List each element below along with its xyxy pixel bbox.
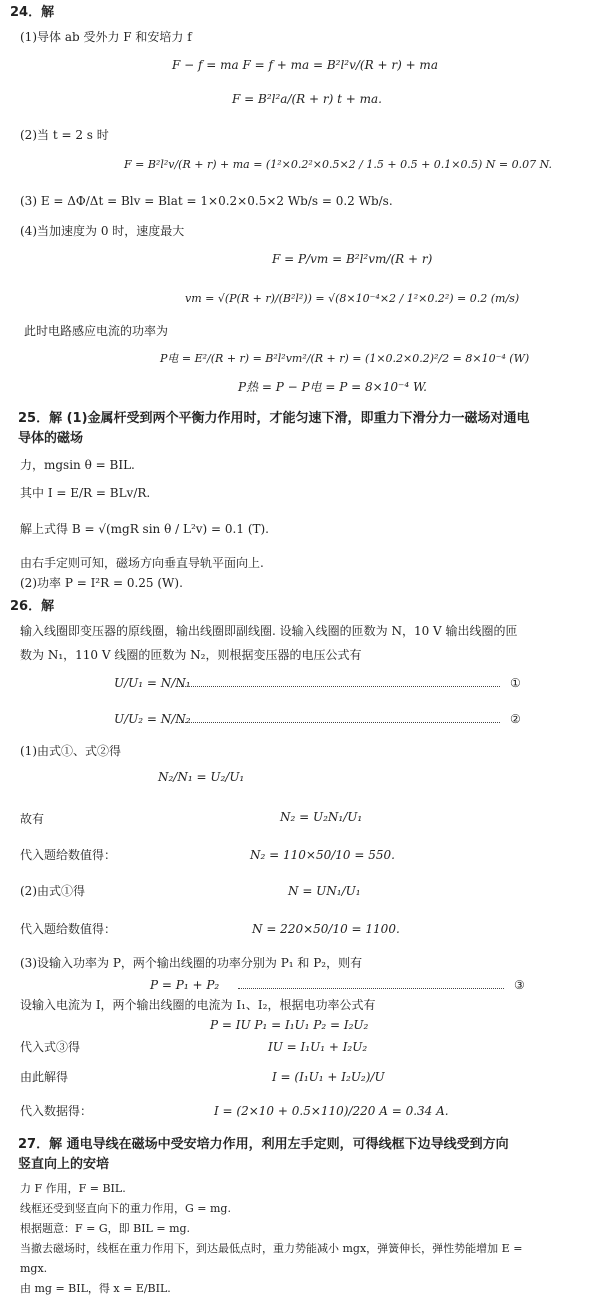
dotted-leader: [238, 988, 504, 989]
q26-line6: (2)由式①得: [20, 884, 85, 898]
q24-heading: 24．解: [10, 5, 55, 20]
q25-heading: 25．解 (1)金属杆受到两个平衡力作用时，才能匀速下滑，即重力下滑分力一磁场对通电: [18, 411, 530, 426]
q24-part2: (2)当 t = 2 s 时: [20, 128, 109, 142]
q27-line5: mgx.: [20, 1262, 48, 1275]
q26-line11: 由此解得: [20, 1070, 69, 1084]
q26-line3: (1)由式①、式②得: [20, 744, 121, 758]
q24-eq7: P热 = P − P电 = P = 8×10⁻⁴ W.: [238, 380, 428, 394]
q24-eq5: vm = √(P(R + r)/(B²l²)) = √(8×10⁻⁴×2 / 1²×0.2²) = 0.2 (m/s): [185, 292, 520, 305]
q26-line7: 代入题给数值得：: [20, 922, 117, 936]
q27-heading: 27．解 通电导线在磁场中受安培力作用，利用左手定则，可得线框下边导线受到方向: [18, 1137, 509, 1152]
q26-formula5: N₂ = 110×50/10 = 550.: [250, 848, 395, 862]
dotted-leader: [176, 722, 500, 723]
q26-formula11: I = (I₁U₁ + I₂U₂)/U: [272, 1070, 385, 1084]
q27-heading-cont: 竖直向上的安培: [18, 1157, 110, 1172]
q26-formula4: N₂ = U₂N₁/U₁: [280, 810, 363, 824]
q24-eq1: F − f = ma F = f + ma = B²l²v/(R + r) + ma: [172, 58, 438, 72]
q24-eq2: F = B²l²a/(R + r) t + ma.: [232, 92, 382, 106]
q26-formula6: N = UN₁/U₁: [288, 884, 361, 898]
q26-line1: 输入线圈即变压器的原线圈，输出线圈即副线圈. 设输入线圈的匝数为 N，10 V 输出线圈的匝: [20, 624, 518, 638]
q27-line2: 线框还受到竖直向下的重力作用，G = mg.: [20, 1202, 231, 1215]
q26-formula10: IU = I₁U₁ + I₂U₂: [268, 1040, 368, 1054]
q26-formula2: U/U₂ = N/N₂: [114, 712, 191, 726]
q24-eq3: F = B²l²v/(R + r) + ma = (1²×0.2²×0.5×2 / 1.5 + 0.5 + 0.1×0.5) N = 0.07 N.: [124, 158, 553, 171]
q26-line5: 代入题给数值得：: [20, 848, 117, 862]
q24-part3: (3) E = ΔΦ/Δt = Blv = Blat = 1×0.2×0.5×2 Wb/s = 0.2 Wb/s.: [20, 194, 393, 208]
q26-eq-number1: ①: [510, 676, 521, 690]
q27-line6: 由 mg = BIL，得 x = E/BIL.: [20, 1282, 171, 1295]
q26-line2: 数为 N₁，110 V 线圈的匝数为 N₂，则根据变压器的电压公式有: [20, 648, 362, 662]
q26-formula7: N = 220×50/10 = 1100.: [252, 922, 400, 936]
q26-formula1: U/U₁ = N/N₁: [114, 676, 191, 690]
q25-line1: 力，mgsin θ = BIL.: [20, 458, 135, 472]
q26-formula12: I = (2×10 + 0.5×110)/220 A = 0.34 A.: [214, 1104, 449, 1118]
q24-part5: 此时电路感应电流的功率为: [24, 324, 169, 338]
q25-heading-cont: 导体的磁场: [18, 431, 84, 446]
q24-part4: (4)当加速度为 0 时，速度最大: [20, 224, 185, 238]
q25-line5: (2)功率 P = I²R = 0.25 (W).: [20, 576, 183, 590]
q26-line4: 故有: [20, 812, 45, 826]
q25-line4: 由右手定则可知，磁场方向垂直导轨平面向上.: [20, 556, 264, 570]
q26-line9: 设输入电流为 I，两个输出线圈的电流为 I₁、I₂，根据电功率公式有: [20, 998, 376, 1012]
q24-eq6: P电 = E²/(R + r) = B²l²vm²/(R + r) = (1×0.2×0.2)²/2 = 8×10⁻⁴ (W): [160, 352, 530, 365]
q26-formula9: P = IU P₁ = I₁U₁ P₂ = I₂U₂: [210, 1018, 369, 1032]
q25-line3: 解上式得 B = √(mgR sin θ / L²v) = 0.1 (T).: [20, 522, 269, 536]
q25-line2: 其中 I = E/R = BLv/R.: [20, 486, 151, 500]
q26-formula3: N₂/N₁ = U₂/U₁: [158, 770, 245, 784]
q26-eq-number2: ②: [510, 712, 521, 726]
dotted-leader: [176, 686, 500, 687]
q26-eq-number3: ③: [514, 978, 525, 992]
q26-line10: 代入式③得: [20, 1040, 81, 1054]
q24-eq4: F = P/vm = B²l²vm/(R + r): [272, 252, 433, 266]
q26-line12: 代入数据得：: [20, 1104, 93, 1118]
q27-line3: 根据题意：F = G，即 BIL = mg.: [20, 1222, 191, 1235]
q26-formula8: P = P₁ + P₂: [150, 978, 220, 992]
q26-heading: 26．解: [10, 599, 55, 614]
q26-line8: (3)设输入功率为 P，两个输出线圈的功率分别为 P₁ 和 P₂，则有: [20, 956, 363, 970]
q27-line1: 力 F 作用，F = BIL.: [20, 1182, 126, 1195]
q27-line4: 当撤去磁场时，线框在重力作用下，到达最低点时，重力势能减小 mgx，弹簧伸长，弹性势能增加 E =: [20, 1242, 523, 1255]
q24-part1: (1)导体 ab 受外力 F 和安培力 f: [20, 30, 192, 44]
